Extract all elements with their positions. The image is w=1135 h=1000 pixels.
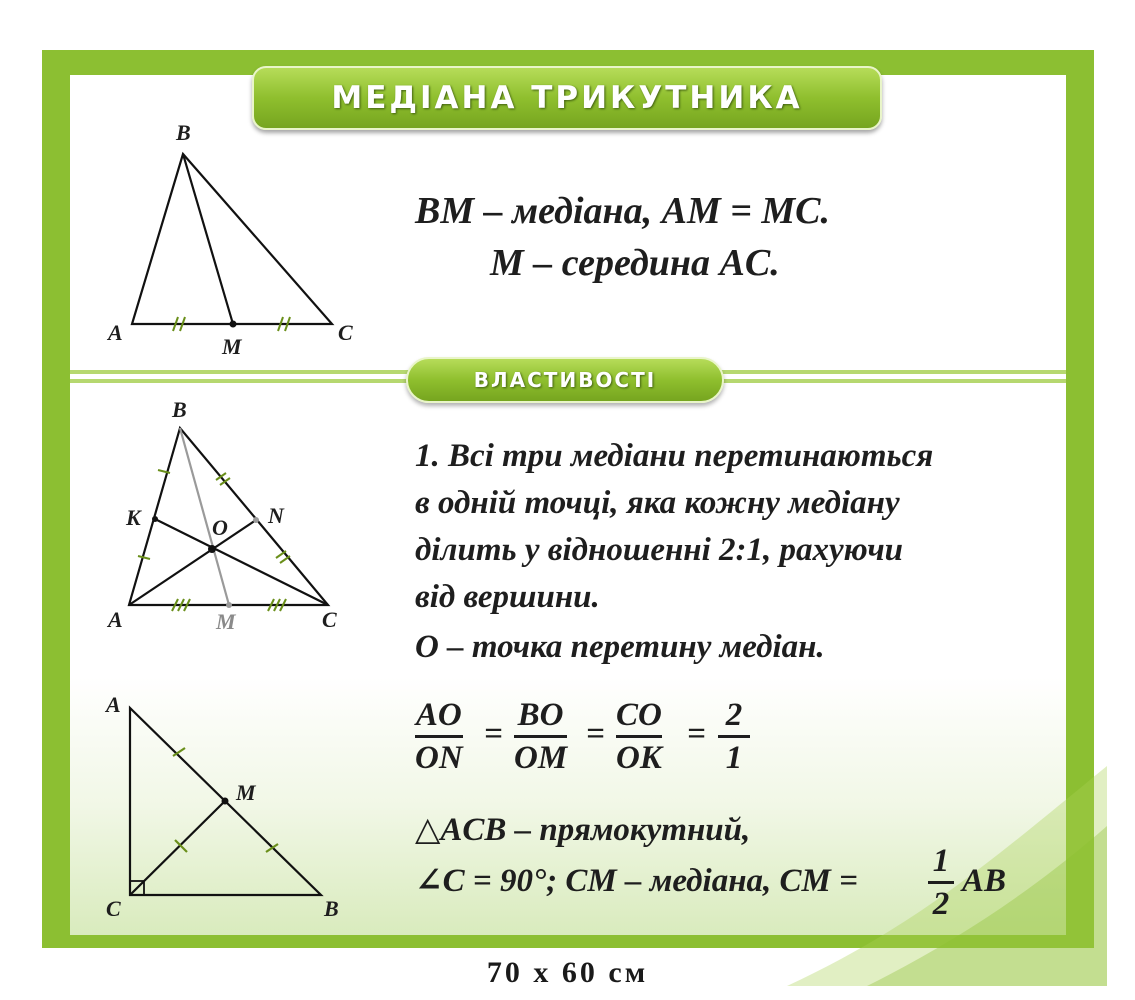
vertex-label-a: A [108,320,123,345]
vertex-label-a: A [106,692,121,717]
property-2-line-2: ∠C = 90°; CM – медіана, CM = [415,863,858,899]
fraction-co-ok [616,697,662,776]
fraction-denominator: OK [616,740,662,776]
section-title: ВЛАСТИВОСТІ [473,368,657,392]
point-label-m: M [222,334,242,359]
vertex-label-b: B [176,120,191,145]
page-title: МЕДІАНА ТРИКУТНИКА [331,80,803,116]
vertex-label-c: C [106,896,121,921]
fraction-denominator: 1 [725,740,743,776]
property-1-line: в одній точці, яка кожну медіану [415,485,900,521]
vertex-label-b: B [172,397,187,422]
triangle-median-diagram [100,118,370,363]
equals-sign: = [687,716,706,752]
fraction-denominator: OM [514,740,568,776]
property-2-line-1: △ACB – прямокутний, [415,812,751,848]
fraction-bar [415,735,463,738]
fraction-bar [514,735,567,738]
definition-line-2: M – середина AC. [490,242,780,284]
fraction-denominator: 2 [932,886,950,922]
equals-sign: = [484,716,503,752]
fraction-numerator: AO [415,697,462,733]
vertex-label-c: C [322,607,337,632]
right-triangle-diagram [100,688,370,928]
fraction-ao-on [415,697,463,776]
property-1-line: 1. Всі три медіани перетинаються [415,438,934,474]
poster-size-label: 70 x 60 см [486,956,649,989]
fraction-numerator: 2 [725,697,743,733]
definition-line-1: BM – медіана, AM = MC. [415,190,831,232]
fraction-bar [928,881,954,884]
fraction-bar [616,735,662,738]
fraction-denominator: ON [415,740,463,776]
point-label-m: M [236,780,256,805]
fraction-bo-om [514,697,567,776]
fraction-numerator: 1 [932,843,950,879]
vertex-label-a: A [108,607,123,632]
fraction-two-one [718,697,750,776]
vertex-label-c: C [338,320,353,345]
fraction-numerator: BO [517,697,564,733]
section-banner [406,357,724,403]
property-1-line: від вершини. [415,579,600,615]
three-medians-diagram [100,395,370,645]
vertex-label-b: B [324,896,339,921]
point-label-o: O [212,515,228,540]
equals-sign: = [586,716,605,752]
fraction-numerator: CO [616,697,662,733]
point-label-n: N [268,503,284,528]
fraction-bar [718,735,750,738]
property-2-ab: AB [962,863,1007,899]
point-label-k: K [126,505,141,530]
fraction-one-half [928,843,954,922]
property-1-line: O – точка перетину медіан. [415,629,825,665]
point-label-m: M [216,609,236,634]
property-1-line: ділить у відношенні 2:1, рахуючи [415,532,903,568]
